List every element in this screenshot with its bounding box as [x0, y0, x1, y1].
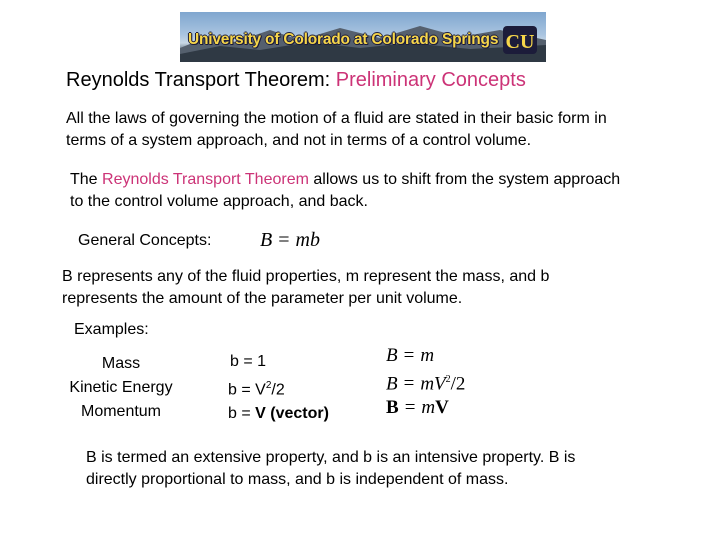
rtt-pre: The	[70, 171, 103, 188]
general-equation	[260, 229, 320, 252]
extensive-line-1: B is termed an extensive property, and b is an intensive property. B is	[86, 449, 576, 466]
extensive-line-2: directly proportional to mass, and b is independent of mass.	[86, 471, 509, 488]
rtt-paragraph	[70, 169, 620, 213]
intro-line-1: All the laws of governing the motion of a fluid are stated in their basic form in	[66, 110, 607, 127]
eq-momentum-rhs-pre: m	[421, 397, 436, 419]
definition-line-1: B represents any of the fluid properties, m represent the mass, and b	[62, 268, 550, 285]
rtt-highlight: Reynolds Transport Theorem	[102, 171, 309, 188]
general-concepts-label: General Concepts:	[78, 232, 212, 249]
title-main: Reynolds Transport Theorem:	[66, 69, 336, 91]
example-b-momentum	[228, 402, 329, 426]
definition-line-2: represents the amount of the parameter per unit volume.	[62, 290, 463, 307]
eq-mass-op: =	[403, 345, 415, 366]
rtt-post: allows us to shift from the system approach	[308, 171, 621, 188]
cu-logo-icon	[502, 24, 538, 56]
eq-momentum-lhs: B	[386, 397, 399, 419]
title-highlight: Preliminary Concepts	[335, 69, 526, 91]
eq-mass-lhs: B	[386, 345, 398, 366]
eq-kinetic-sup: 2	[445, 374, 451, 385]
example-b-values	[228, 350, 329, 426]
cu-logo-text: CU	[505, 31, 535, 53]
eq-kinetic-rhs: mV	[420, 373, 446, 395]
eq-momentum-rhs-bold: V	[435, 397, 449, 419]
eq-kinetic-op: =	[403, 373, 415, 395]
eq-momentum-op: =	[404, 397, 416, 419]
equation-momentum	[386, 396, 465, 420]
example-name-momentum: Momentum	[80, 403, 162, 420]
general-eq-lhs: B	[260, 229, 273, 251]
example-name-kinetic-energy: Kinetic Energy	[69, 379, 173, 396]
example-equations	[386, 344, 465, 420]
banner-title: University of Colorado at Colorado Springs	[188, 31, 499, 48]
example-b-mass: b = 1	[230, 353, 267, 370]
university-banner	[180, 12, 546, 62]
examples-label: Examples:	[74, 321, 149, 338]
rtt-line-2: to the control volume approach, and back.	[70, 193, 368, 210]
general-eq-op: =	[278, 229, 290, 251]
rtt-line-1	[70, 169, 620, 191]
page-title	[66, 69, 526, 92]
definition-paragraph	[62, 266, 549, 310]
intro-paragraph	[66, 108, 607, 152]
b-momentum-bold: V (vector)	[255, 405, 329, 423]
example-name-mass: Mass	[101, 355, 141, 372]
b-kinetic-sup: 2	[265, 380, 272, 391]
intro-line-2: terms of a system approach, and not in terms of a control volume.	[66, 132, 532, 149]
example-names	[60, 352, 182, 424]
equation-kinetic	[386, 368, 465, 396]
eq-mass-rhs: m	[420, 345, 435, 366]
b-kinetic-pre: b = V	[228, 381, 266, 399]
b-momentum-pre: b =	[228, 405, 256, 423]
eq-kinetic-lhs: B	[386, 373, 398, 395]
b-kinetic-post: /2	[271, 381, 285, 399]
example-b-kinetic	[228, 374, 329, 402]
general-eq-rhs: mb	[295, 229, 320, 251]
extensive-intensive-paragraph	[86, 447, 575, 491]
equation-mass	[386, 344, 465, 368]
eq-kinetic-post: /2	[450, 373, 466, 395]
